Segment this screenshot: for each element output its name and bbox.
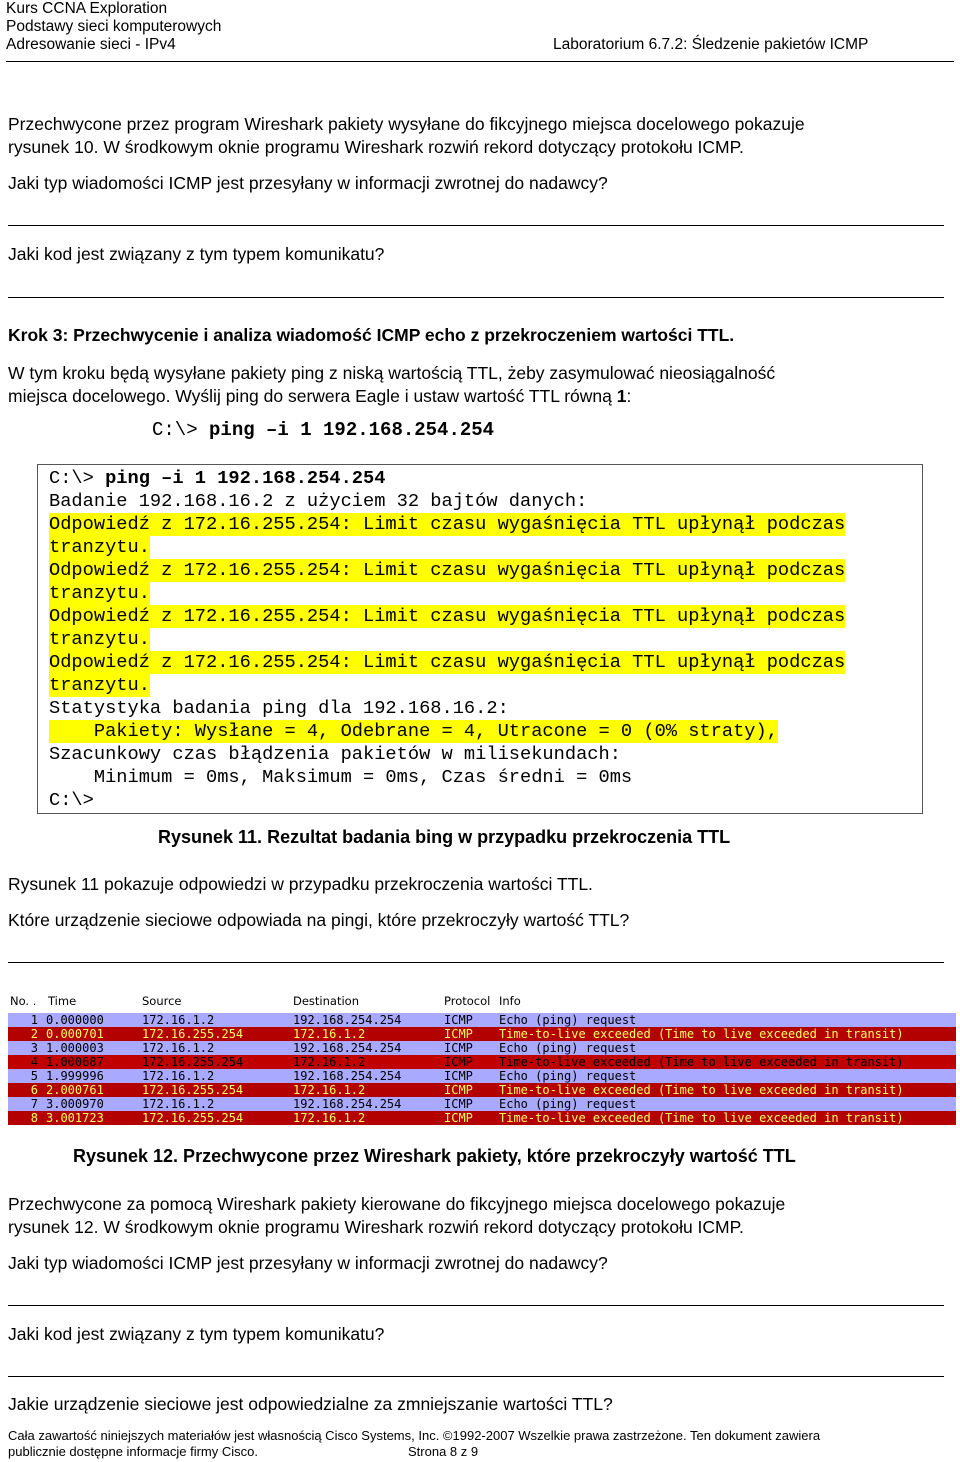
command-text: ping –i 1 192.168.254.254 <box>209 419 495 441</box>
packet-info: Echo (ping) request <box>499 1013 637 1027</box>
column-destination[interactable]: Destination <box>293 994 359 1008</box>
packet-no: 5 <box>30 1069 38 1083</box>
terminal-line-highlighted: tranzytu. <box>49 582 150 604</box>
figure-11-desc: Rysunek 11 pokazuje odpowiedzi w przypadku przekroczenia wartości TTL. <box>8 874 593 894</box>
packet-src: 172.16.255.254 <box>142 1083 244 1097</box>
answer-line-4[interactable] <box>8 1305 944 1306</box>
packet-src: 172.16.1.2 <box>142 1013 215 1027</box>
question-device: Które urządzenie sieciowe odpowiada na pingi, które przekroczyły wartość TTL? <box>8 910 630 930</box>
packet-dst: 172.16.1.2 <box>293 1111 366 1125</box>
terminal-line: Badanie 192.168.16.2 z użyciem 32 bajtów danych: <box>49 490 588 512</box>
header-divider <box>6 61 954 62</box>
packet-src: 172.16.1.2 <box>142 1069 215 1083</box>
packet-row[interactable] <box>8 1111 956 1125</box>
packet-list-header <box>8 992 956 1011</box>
question-3: Jaki typ wiadomości ICMP jest przesyłany w informacji zwrotnej do nadawcy? <box>8 1253 608 1273</box>
packet-info: Echo (ping) request <box>499 1069 637 1083</box>
packet-proto: ICMP <box>444 1013 473 1027</box>
terminal-line-highlighted: Odpowiedź z 172.16.255.254: Limit czasu wygaśnięcia TTL upłynął podczas <box>49 559 846 581</box>
packet-info: Echo (ping) request <box>499 1097 637 1111</box>
terminal-line: C:\> <box>49 789 94 811</box>
step3-line-2c: : <box>626 386 632 406</box>
column-info[interactable]: Info <box>499 994 521 1008</box>
question-4: Jaki kod jest związany z tym typem komunikatu? <box>8 1324 385 1344</box>
packet-info: Time-to-live exceeded (Time to live exceeded in transit) <box>499 1027 904 1041</box>
wireshark-packet-list <box>8 992 956 1124</box>
packet-src: 172.16.255.254 <box>142 1055 244 1069</box>
intro-line-1: Przechwycone przez program Wireshark pakiety wysyłane do fikcyjnego miejsca docelowego pokazuje <box>8 114 805 134</box>
step3-line-2 <box>8 385 631 407</box>
packet-proto: ICMP <box>444 1069 473 1083</box>
packet-info: Time-to-live exceeded (Time to live exceeded in transit) <box>499 1083 904 1097</box>
packet-time: 3.001723 <box>46 1111 104 1125</box>
packet-info: Time-to-live exceeded (Time to live exceeded in transit) <box>499 1055 904 1069</box>
packet-proto: ICMP <box>444 1041 473 1055</box>
packet-row[interactable] <box>8 1097 956 1111</box>
packet-dst: 192.168.254.254 <box>293 1041 402 1055</box>
packet-proto: ICMP <box>444 1083 473 1097</box>
answer-line-3[interactable] <box>8 962 944 963</box>
packet-time: 1.000687 <box>46 1055 104 1069</box>
terminal-line-highlighted: Odpowiedź z 172.16.255.254: Limit czasu wygaśnięcia TTL upłynął podczas <box>49 605 846 627</box>
packet-dst: 172.16.1.2 <box>293 1055 366 1069</box>
command-prompt: C:\> <box>152 419 210 441</box>
packet-no: 6 <box>30 1083 38 1097</box>
column-no[interactable]: No. . <box>10 994 37 1008</box>
answer-line-1[interactable] <box>8 225 944 226</box>
column-source[interactable]: Source <box>142 994 182 1008</box>
packet-no: 4 <box>30 1055 38 1069</box>
packet-info: Echo (ping) request <box>499 1041 637 1055</box>
terminal-line-highlighted: tranzytu. <box>49 536 150 558</box>
packet-dst: 172.16.1.2 <box>293 1083 366 1097</box>
terminal-prompt: C:\> <box>49 467 106 489</box>
figure-12-caption: Rysunek 12. Przechwycone przez Wireshark pakiety, które przekroczyły wartość TTL <box>73 1146 796 1166</box>
packet-no: 7 <box>30 1097 38 1111</box>
ttl-value: 1 <box>616 386 627 406</box>
footer-info: publicznie dostępne informacje firmy Cisco. <box>8 1444 258 1459</box>
packet-dst: 172.16.1.2 <box>293 1027 366 1041</box>
packet-src: 172.16.1.2 <box>142 1041 215 1055</box>
packet-time: 1.000003 <box>46 1041 104 1055</box>
packet-src: 172.16.1.2 <box>142 1097 215 1111</box>
intro-line-2: rysunek 10. W środkowym oknie programu Wireshark rozwiń rekord dotyczący protokołu ICMP. <box>8 137 744 157</box>
column-protocol[interactable]: Protocol <box>444 994 491 1008</box>
terminal-stats-text: Pakiety: Wysłane = 4, Odebrane = 4, Utracone = 0 (0% straty), <box>49 720 778 742</box>
packet-time: 2.000761 <box>46 1083 104 1097</box>
terminal-line: Szacunkowy czas błądzenia pakietów w milisekundach: <box>49 743 621 765</box>
packet-time: 0.000701 <box>46 1027 104 1041</box>
header-lab: Laboratorium 6.7.2: Śledzenie pakietów ICMP <box>553 36 869 53</box>
figure-11-caption: Rysunek 11. Rezultat badania bing w przypadku przekroczenia TTL <box>158 827 731 847</box>
step3-title: Krok 3: Przechwycenie i analiza wiadomość ICMP echo z przekroczeniem wartości TTL. <box>8 325 735 345</box>
column-time[interactable]: Time <box>48 994 77 1008</box>
packet-info: Time-to-live exceeded (Time to live exceeded in transit) <box>499 1111 904 1125</box>
step3-line-1: W tym kroku będą wysyłane pakiety ping z niską wartością TTL, żeby zasymulować nieosiągalność <box>8 363 776 383</box>
packet-row[interactable] <box>8 1055 956 1069</box>
terminal-line-highlighted: tranzytu. <box>49 628 150 650</box>
terminal-command: ping –i 1 192.168.254.254 <box>105 467 386 489</box>
question-5: Jakie urządzenie sieciowe jest odpowiedzialne za zmniejszanie wartości TTL? <box>8 1394 613 1414</box>
packet-proto: ICMP <box>444 1027 473 1041</box>
packet-proto: ICMP <box>444 1055 473 1069</box>
packet-proto: ICMP <box>444 1111 473 1125</box>
packet-row[interactable] <box>8 1083 956 1097</box>
terminal-output <box>37 464 923 814</box>
answer-line-5[interactable] <box>8 1376 944 1377</box>
answer-line-2[interactable] <box>8 297 944 298</box>
packet-row[interactable] <box>8 1041 956 1055</box>
packet-no: 2 <box>30 1027 38 1041</box>
figure-12-line-2: rysunek 12. W środkowym oknie programu Wireshark rozwiń rekord dotyczący protokołu ICMP. <box>8 1217 744 1237</box>
footer-copyright: Cała zawartość niniejszych materiałów jest własnością Cisco Systems, Inc. ©1992-2007 Wszelkie prawa zastrzeżone. Ten dokument zawiera <box>8 1428 821 1443</box>
figure-12-line-1: Przechwycone za pomocą Wireshark pakiety kierowane do fikcyjnego miejsca docelowego pokazuje <box>8 1194 786 1214</box>
packet-proto: ICMP <box>444 1097 473 1111</box>
step3-line-2a: miejsca docelowego. Wyślij ping do serwera Eagle i ustaw wartość TTL równą <box>8 386 617 406</box>
packet-src: 172.16.255.254 <box>142 1111 244 1125</box>
question-1: Jaki typ wiadomości ICMP jest przesyłany w informacji zwrotnej do nadawcy? <box>8 173 608 193</box>
packet-no: 3 <box>30 1041 38 1055</box>
packet-row[interactable] <box>8 1069 956 1083</box>
packet-dst: 192.168.254.254 <box>293 1069 402 1083</box>
terminal-line: Minimum = 0ms, Maksimum = 0ms, Czas średni = 0ms <box>49 766 633 788</box>
terminal-line-highlighted: Odpowiedź z 172.16.255.254: Limit czasu wygaśnięcia TTL upłynął podczas <box>49 651 846 673</box>
packet-time: 1.999996 <box>46 1069 104 1083</box>
terminal-line-highlighted: Odpowiedź z 172.16.255.254: Limit czasu wygaśnięcia TTL upłynął podczas <box>49 513 846 535</box>
footer-page-number: Strona 8 z 9 <box>408 1444 479 1459</box>
terminal-command-line <box>49 467 385 490</box>
question-2: Jaki kod jest związany z tym typem komunikatu? <box>8 244 385 264</box>
command-example <box>152 418 494 442</box>
packet-src: 172.16.255.254 <box>142 1027 244 1041</box>
packet-time: 3.000970 <box>46 1097 104 1111</box>
packet-no: 8 <box>30 1111 38 1125</box>
header-course: Kurs CCNA Exploration <box>6 0 168 17</box>
terminal-line: Statystyka badania ping dla 192.168.16.2: <box>49 697 509 719</box>
packet-row[interactable] <box>8 1027 956 1041</box>
header-chapter: Adresowanie sieci - IPv4 <box>6 36 176 53</box>
packet-row[interactable] <box>8 1013 956 1027</box>
packet-no: 1 <box>30 1013 38 1027</box>
header-module: Podstawy sieci komputerowych <box>6 18 222 35</box>
terminal-line-highlighted: tranzytu. <box>49 674 150 696</box>
packet-dst: 192.168.254.254 <box>293 1097 402 1111</box>
packet-time: 0.000000 <box>46 1013 104 1027</box>
packet-dst: 192.168.254.254 <box>293 1013 402 1027</box>
